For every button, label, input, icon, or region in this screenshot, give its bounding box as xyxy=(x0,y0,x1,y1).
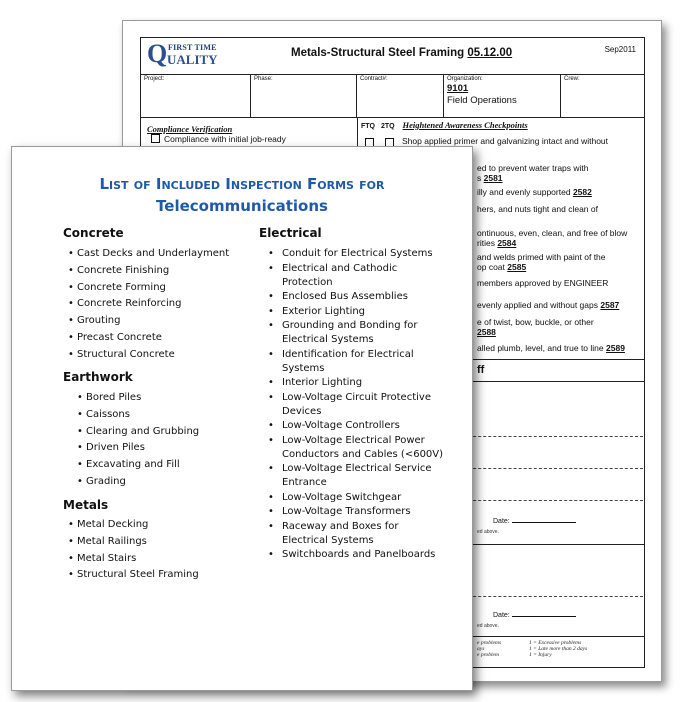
list-item xyxy=(268,505,411,519)
compliance-item-text: Compliance with initial job-ready xyxy=(164,134,286,144)
checkpoint-text: alled plumb, level, and true to line xyxy=(477,343,604,353)
checkpoint-line xyxy=(477,262,526,272)
earthwork-heading: Earthwork xyxy=(63,370,133,384)
bullet-icon: • xyxy=(68,298,74,310)
list-item-text: Clearing and Grubbing xyxy=(86,425,200,437)
checkpoint-text: ed to prevent water traps with xyxy=(477,163,589,173)
bullet-icon: • xyxy=(68,348,74,360)
list-item-text: Concrete Finishing xyxy=(77,264,170,276)
checkpoint-text: Shop applied primer and galvanizing intact and without xyxy=(402,136,609,146)
list-item xyxy=(268,305,366,319)
forms-list-sheet xyxy=(11,146,473,691)
checkpoints-title: Heightened Awareness Checkpoints xyxy=(402,120,528,130)
project-label: Project: xyxy=(144,76,165,82)
checkpoint-line xyxy=(477,187,592,197)
checkpoint-text: ontinuous, even, clean, and free of blow xyxy=(477,228,628,238)
list-item-text: Interior Lighting xyxy=(282,377,363,388)
list-item xyxy=(68,568,199,582)
form-code: 05.12.00 xyxy=(467,47,513,59)
organization-number: 9101 xyxy=(447,83,469,94)
checkpoint-text: evenly applied and without gaps xyxy=(477,300,598,310)
legend-item: 1 = Injury xyxy=(529,652,552,658)
legend-item: 1 = Late more than 2 days xyxy=(529,646,588,652)
bullet-icon: • xyxy=(268,305,274,317)
list-item-text: Structural Concrete xyxy=(77,348,175,360)
list-item-text: Electrical Systems xyxy=(282,534,374,546)
checkpoint-line xyxy=(477,228,627,238)
metals-heading: Metals xyxy=(63,498,109,512)
bullet-icon: • xyxy=(268,391,274,403)
date-label: Date: xyxy=(493,518,510,525)
list-title-line2: Telecommunications xyxy=(156,197,328,215)
date-label: Date: xyxy=(493,612,510,619)
list-item xyxy=(268,290,408,304)
date-input[interactable] xyxy=(512,522,576,523)
organization-name: Field Operations xyxy=(447,95,517,106)
compliance-verification-title: Compliance Verification xyxy=(147,124,233,134)
list-item-text: Entrance xyxy=(282,477,327,488)
list-item-text: Concrete Forming xyxy=(77,281,166,293)
list-item-text: Driven Piles xyxy=(86,442,145,454)
list-item xyxy=(268,391,431,419)
checkpoint-text: illy and evenly supported xyxy=(477,187,571,197)
organization-label: Organization: xyxy=(447,76,483,82)
form-date: Sep2011 xyxy=(604,45,636,54)
bullet-icon: • xyxy=(77,425,83,437)
checkpoint-number: 2587 xyxy=(600,300,620,310)
crew-label: Crew: xyxy=(564,76,580,82)
contract-label: Contract#: xyxy=(360,76,388,82)
checkpoint-number: 2582 xyxy=(572,187,592,197)
list-item-text: Metal Decking xyxy=(77,519,149,530)
list-item-text: Systems xyxy=(282,362,325,374)
logo-bottom-text: UALITY xyxy=(167,52,218,67)
list-item-text: Low-Voltage Controllers xyxy=(282,420,400,431)
list-item-text: Conductors and Cables (<600V) xyxy=(282,448,444,460)
list-item xyxy=(68,247,230,261)
legend-right xyxy=(529,640,587,658)
dashed-rule xyxy=(463,500,643,501)
list-item xyxy=(268,348,414,376)
bullet-icon: • xyxy=(268,262,274,274)
above-note: ed above. xyxy=(477,623,499,629)
bullet-icon: • xyxy=(268,491,274,503)
list-item-text: Grounding and Bonding for xyxy=(282,320,418,331)
first-time-quality-logo xyxy=(147,41,227,71)
project-field xyxy=(141,74,251,117)
list-item-text: Protection xyxy=(282,276,333,288)
signoff-heading-fragment: ff xyxy=(477,364,485,376)
list-item-text: Metal Stairs xyxy=(77,552,137,564)
checkpoint-number: 2588 xyxy=(477,327,496,337)
list-item xyxy=(68,281,166,295)
checkpoint-line xyxy=(477,327,496,337)
checkpoint-line xyxy=(477,173,503,183)
list-item xyxy=(68,314,121,328)
checkpoint-number: 2584 xyxy=(497,238,517,248)
list-item-text: Raceway and Boxes for xyxy=(282,520,399,532)
bullet-icon: • xyxy=(68,519,74,530)
checkpoint-text: e of twist, bow, buckle, or other xyxy=(477,317,594,327)
signature-date-line xyxy=(493,612,576,619)
bullet-icon: • xyxy=(268,291,274,302)
form-info-row xyxy=(141,74,644,118)
list-item xyxy=(68,518,149,532)
bullet-icon: • xyxy=(268,520,274,532)
bullet-icon: • xyxy=(268,506,274,517)
list-item-text: Electrical and Cathodic xyxy=(282,262,398,274)
legend-item: ays xyxy=(477,646,485,652)
bullet-icon: • xyxy=(268,463,274,474)
bullet-icon: • xyxy=(77,408,83,420)
list-item-text: Identification for Electrical xyxy=(282,348,414,360)
logo-q: Q xyxy=(147,39,168,68)
list-item-text: Cast Decks and Underlayment xyxy=(77,248,230,259)
electrical-heading: Electrical xyxy=(259,226,322,240)
list-item xyxy=(77,475,126,489)
bullet-icon: • xyxy=(68,315,74,327)
phase-field xyxy=(251,74,357,117)
list-item xyxy=(268,247,433,261)
list-item xyxy=(68,552,137,566)
list-item xyxy=(77,391,142,405)
ftq-column-label: FTQ xyxy=(361,123,375,130)
bullet-icon: • xyxy=(77,459,83,471)
list-item-text: Grouting xyxy=(77,315,121,327)
list-item xyxy=(268,491,402,505)
concrete-heading: Concrete xyxy=(63,226,124,240)
checkpoint-line xyxy=(477,252,606,262)
list-item xyxy=(268,319,418,347)
bullet-icon: • xyxy=(68,535,74,547)
checkpoint-text: rities xyxy=(477,238,495,248)
form-header xyxy=(141,38,644,75)
form-title xyxy=(291,47,512,59)
list-item-text: Low-Voltage Transformers xyxy=(282,506,411,517)
list-item-text: Switchboards and Panelboards xyxy=(282,549,436,560)
list-item-text: Low-Voltage Electrical Power xyxy=(282,434,425,446)
list-item xyxy=(68,535,147,549)
checkpoint-text: s xyxy=(477,173,482,183)
list-item xyxy=(268,376,363,390)
checkpoints-header xyxy=(361,120,528,130)
bullet-icon: • xyxy=(68,248,74,259)
signature-date-line xyxy=(493,518,576,525)
list-item xyxy=(68,297,182,311)
bullet-icon: • xyxy=(68,281,74,293)
list-item-text: Precast Concrete xyxy=(77,332,162,343)
list-title-line1: List of Included Inspection Forms for xyxy=(99,175,385,193)
legend-left xyxy=(477,640,501,658)
checkpoint-number: 2581 xyxy=(483,173,503,183)
checkpoint-number: 2585 xyxy=(507,262,527,272)
list-item xyxy=(268,548,436,562)
legend-item: e problem xyxy=(477,652,499,658)
bullet-icon: • xyxy=(268,434,274,446)
compliance-item xyxy=(151,134,286,144)
list-item xyxy=(77,458,180,472)
list-item-text: Enclosed Bus Assemblies xyxy=(282,291,408,302)
contract-field xyxy=(357,74,444,117)
checkpoint-line xyxy=(477,204,598,214)
bullet-icon: • xyxy=(268,377,274,388)
logo-top-text: FIRST TIME xyxy=(168,43,217,52)
crew-field xyxy=(561,74,644,117)
checkpoint-text: op coat xyxy=(477,262,505,272)
checkpoint-line xyxy=(402,136,608,146)
list-item xyxy=(268,262,398,290)
list-item-text: Caissons xyxy=(86,408,130,420)
bullet-icon: • xyxy=(68,569,74,581)
legend-item: 1 = Excessive problems xyxy=(529,640,582,646)
dashed-rule xyxy=(463,436,643,437)
list-item-text: Low-Voltage Switchgear xyxy=(282,491,402,503)
date-input[interactable] xyxy=(512,616,576,617)
legend-item: e problems xyxy=(477,640,502,646)
bullet-icon: • xyxy=(268,320,274,331)
checkpoint-text: members approved by ENGINEER xyxy=(477,278,609,288)
list-item-text: Devices xyxy=(282,405,322,417)
checkpoint-number: 2589 xyxy=(606,343,625,353)
phase-label: Phase: xyxy=(254,76,273,82)
dashed-rule xyxy=(463,468,643,469)
checkpoint-line xyxy=(477,343,625,353)
list-item xyxy=(268,419,400,433)
list-item xyxy=(68,264,170,278)
list-item-text: Exterior Lighting xyxy=(282,305,366,317)
checkpoint-line xyxy=(477,163,589,173)
list-item-text: Metal Railings xyxy=(77,535,147,547)
list-item xyxy=(77,425,200,439)
dashed-rule xyxy=(463,596,643,597)
checkpoint-text: hers, and nuts tight and clean of xyxy=(477,204,598,214)
bullet-icon: • xyxy=(77,476,83,487)
bullet-icon: • xyxy=(68,332,74,343)
list-item xyxy=(77,408,130,422)
list-item xyxy=(68,348,175,362)
checkpoint-text: and welds primed with paint of the xyxy=(477,252,606,262)
bullet-icon: • xyxy=(68,264,74,276)
bullet-icon: • xyxy=(268,420,274,431)
2tq-column-label: 2TQ xyxy=(380,123,395,130)
list-item-text: Electrical Systems xyxy=(282,334,374,345)
list-item xyxy=(268,434,444,462)
bullet-icon: • xyxy=(268,348,274,360)
bullet-icon: • xyxy=(77,392,83,403)
list-item-text: Conduit for Electrical Systems xyxy=(282,248,433,259)
list-item-text: Concrete Reinforcing xyxy=(77,298,182,310)
bullet-icon: • xyxy=(68,552,74,564)
list-item-text: Excavating and Fill xyxy=(86,459,180,471)
checkpoint-line xyxy=(477,317,594,327)
checkpoint-line xyxy=(477,238,516,248)
list-item-text: Bored Piles xyxy=(86,392,142,403)
list-item-text: Structural Steel Framing xyxy=(77,569,199,581)
list-item xyxy=(68,331,162,345)
bullet-icon: • xyxy=(268,248,274,259)
list-item xyxy=(77,441,145,455)
bullet-icon: • xyxy=(268,549,274,560)
form-title-text: Metals-Structural Steel Framing xyxy=(291,47,465,59)
above-note: ed above. xyxy=(477,529,499,535)
bullet-icon: • xyxy=(77,442,83,454)
list-item-text: Low-Voltage Electrical Service xyxy=(282,463,432,474)
list-title xyxy=(12,173,472,217)
organization-field xyxy=(444,74,561,117)
compliance-checkbox[interactable] xyxy=(151,134,160,143)
checkpoint-line xyxy=(477,278,608,288)
list-item xyxy=(268,462,432,490)
checkpoint-line xyxy=(477,300,619,310)
list-item xyxy=(268,520,399,548)
list-item-text: Low-Voltage Circuit Protective xyxy=(282,391,431,403)
list-item-text: Grading xyxy=(86,476,126,487)
